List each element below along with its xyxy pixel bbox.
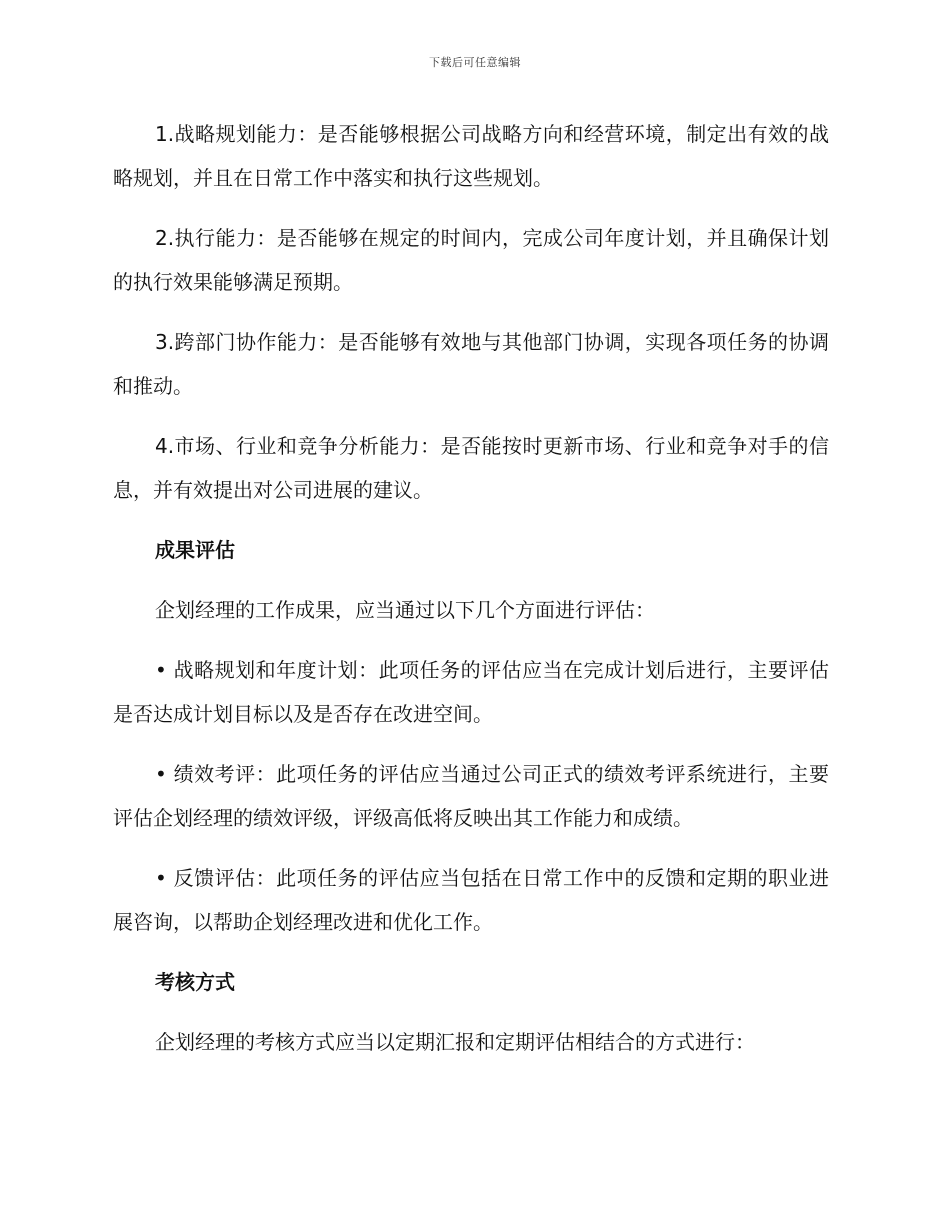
section-heading-assessment: 考核方式 [155, 970, 235, 994]
bullet-feedback-review: • 反馈评估：此项任务的评估应当包括在日常工作中的反馈和定期的职业进展咨询，以帮助企划经理改进和优化工作。 [113, 866, 829, 934]
paragraph-strategic-planning: 1.战略规划能力：是否能够根据公司战略方向和经营环境，制定出有效的战略规划，并且在日常工作中落实和执行这些规划。 [113, 122, 829, 190]
paragraph-assessment-intro: 企划经理的考核方式应当以定期汇报和定期评估相结合的方式进行： [155, 1030, 755, 1054]
paragraph-results-intro: 企划经理的工作成果，应当通过以下几个方面进行评估： [155, 598, 655, 622]
section-heading-results: 成果评估 [155, 538, 235, 562]
bullet-performance-review: • 绩效考评：此项任务的评估应当通过公司正式的绩效考评系统进行，主要评估企划经理的绩效评级，评级高低将反映出其工作能力和成绩。 [113, 762, 829, 830]
paragraph-market-analysis: 4.市场、行业和竞争分析能力：是否能按时更新市场、行业和竞争对手的信息，并有效提出对公司进展的建议。 [113, 434, 829, 502]
document-body [113, 112, 829, 1080]
page-header: 下载后可任意编辑 [429, 56, 521, 69]
paragraph-execution: 2.执行能力：是否能够在规定的时间内，完成公司年度计划，并且确保计划的执行效果能够满足预期。 [113, 226, 829, 294]
bullet-strategy-plan: • 战略规划和年度计划：此项任务的评估应当在完成计划后进行，主要评估是否达成计划目标以及是否存在改进空间。 [113, 658, 829, 726]
paragraph-cross-department: 3.跨部门协作能力：是否能够有效地与其他部门协调，实现各项任务的协调和推动。 [113, 330, 829, 398]
